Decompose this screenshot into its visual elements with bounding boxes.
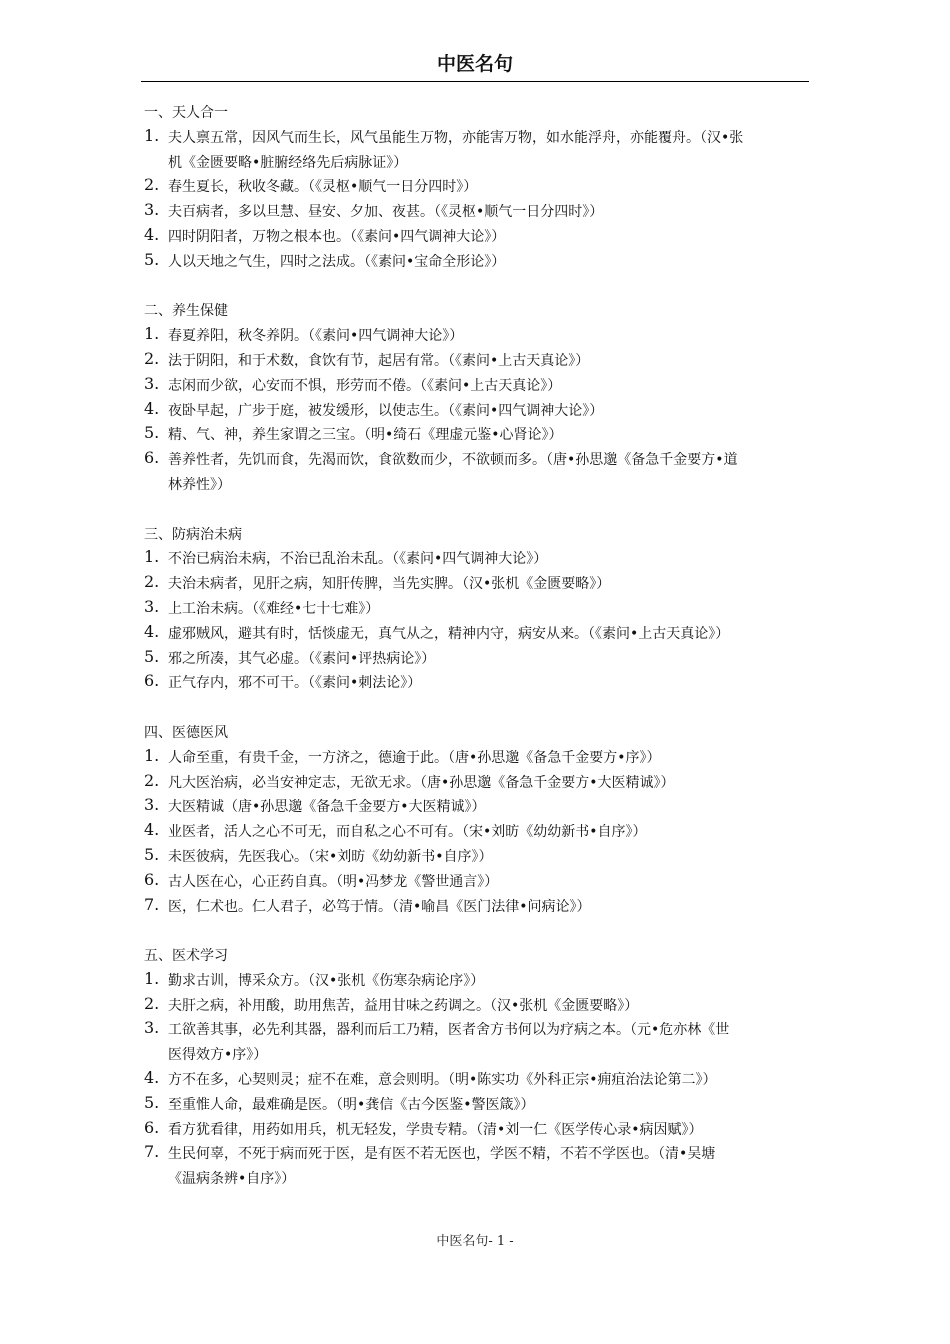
quote-text-line: 春生夏长，秋收冬藏。（《灵枢•顺气一日分四时》）	[168, 179, 478, 196]
quote-text-line: 勤求古训，博采众方。（汉•张机《伤寒杂病论序》）	[168, 972, 485, 989]
quote-text-line: 虚邪贼风，避其有时，恬惔虚无，真气从之，精神内守，病安从来。（《素问•上古天真论》）	[168, 625, 730, 642]
item-number: 3.	[144, 200, 160, 220]
item-number: 3.	[144, 596, 160, 616]
quote-item	[144, 647, 812, 672]
quote-text-line: 工欲善其事，必先利其器，器利而后工乃精，医者舍方书何以为疗病之本。（元•危亦林《世	[168, 1022, 730, 1039]
quote-item	[144, 795, 812, 820]
item-number: 1.	[144, 125, 160, 145]
item-number: 1.	[144, 547, 160, 567]
item-number: 4.	[144, 621, 160, 641]
quote-item	[144, 1093, 812, 1118]
quote-item	[144, 1118, 812, 1143]
quote-text-line: 林养性》）	[168, 476, 231, 493]
section	[144, 101, 812, 275]
quote-item	[144, 1018, 812, 1068]
item-number: 5.	[144, 249, 160, 269]
quote-text-line: 邪之所凑，其气必虚。（《素问•评热病论》）	[168, 650, 436, 667]
item-number: 3.	[144, 795, 160, 815]
quote-item	[144, 126, 812, 176]
quote-text-line: 《温病条辨•自序》）	[168, 1171, 296, 1188]
item-number: 3.	[144, 1018, 160, 1038]
quote-text-line: 业医者，活人之心不可无，而自私之心不可有。（宋•刘昉《幼幼新书•自序》）	[168, 824, 647, 841]
item-number: 2.	[144, 175, 160, 195]
quote-item	[144, 820, 812, 845]
quote-text-line: 夫治未病者，见肝之病，知肝传脾，当先实脾。（汉•张机《金匮要略》）	[168, 576, 611, 593]
item-number: 5.	[144, 844, 160, 864]
document-body	[144, 101, 812, 1217]
quote-text-line: 春夏养阳，秋冬养阴。（《素问•四气调神大论》）	[168, 328, 464, 345]
item-number: 5.	[144, 646, 160, 666]
item-number: 2.	[144, 348, 160, 368]
page-header	[141, 50, 809, 82]
quote-text-line: 善养性者，先饥而食，先渴而饮，食欲数而少，不欲顿而多。（唐•孙思邈《备急千金要方•道	[168, 452, 738, 469]
item-number: 4.	[144, 224, 160, 244]
section-heading: 三、防病治未病	[144, 526, 242, 543]
quote-item	[144, 969, 812, 994]
quote-text-line: 方不在多，心契则灵；症不在难，意会则明。（明•陈实功《外科正宗•痈疽治法论第二》）	[168, 1072, 717, 1089]
item-number: 4.	[144, 398, 160, 418]
quote-item	[144, 895, 812, 920]
item-number: 7.	[144, 894, 160, 914]
quote-item	[144, 845, 812, 870]
item-number: 6.	[144, 1117, 160, 1137]
section	[144, 523, 812, 697]
quote-text-line: 医，仁术也。仁人君子，必笃于情。（清•喻昌《医门法律•问病论》）	[168, 898, 591, 915]
quote-text-line: 夫百病者，多以旦慧、昼安、夕加、夜甚。（《灵枢•顺气一日分四时》）	[168, 204, 604, 221]
quote-text-line: 医得效方•序》）	[168, 1047, 268, 1064]
quote-text-line: 凡大医治病，必当安神定志，无欲无求。（唐•孙思邈《备急千金要方•大医精诚》）	[168, 774, 675, 791]
quote-text-line: 志闲而少欲，心安而不惧，形劳而不倦。（《素问•上古天真论》）	[168, 377, 562, 394]
quote-text-line: 看方犹看律，用药如用兵，机无轻发，学贵专精。（清•刘一仁《医学传心录•病因赋》）	[168, 1121, 703, 1138]
quote-item	[144, 622, 812, 647]
quote-text-line: 至重惟人命，最难确是医。（明•龚信《古今医鉴•警医箴》）	[168, 1096, 535, 1113]
item-number: 1.	[144, 324, 160, 344]
item-number: 6.	[144, 869, 160, 889]
quote-item	[144, 250, 812, 275]
section	[144, 721, 812, 919]
quote-text-line: 法于阴阳，和于术数，食饮有节，起居有常。（《素问•上古天真论》）	[168, 352, 590, 369]
quote-item	[144, 671, 812, 696]
quote-item	[144, 1142, 812, 1192]
quote-item	[144, 547, 812, 572]
quote-item	[144, 448, 812, 498]
quote-item	[144, 225, 812, 250]
quote-item	[144, 1068, 812, 1093]
item-number: 7.	[144, 1142, 160, 1162]
section	[144, 299, 812, 497]
quote-text-line: 未医彼病，先医我心。（宋•刘昉《幼幼新书•自序》）	[168, 848, 493, 865]
quote-item	[144, 870, 812, 895]
quote-text-line: 机《金匮要略•脏腑经络先后病脉证》）	[168, 154, 408, 171]
quote-text-line: 夜卧早起，广步于庭，被发缓形，以使志生。（《素问•四气调神大论》）	[168, 402, 604, 419]
document-title: 中医名句	[436, 53, 513, 75]
page-footer: 中医名句- 1 -	[436, 1234, 514, 1249]
quote-text-line: 正气存内，邪不可干。（《素问•刺法论》）	[168, 675, 422, 692]
quote-item	[144, 349, 812, 374]
quote-text-line: 不治已病治未病，不治已乱治未乱。（《素问•四气调神大论》）	[168, 551, 548, 568]
item-number: 2.	[144, 993, 160, 1013]
item-number: 2.	[144, 770, 160, 790]
quote-item	[144, 399, 812, 424]
item-number: 5.	[144, 1092, 160, 1112]
quote-text-line: 人以天地之气生，四时之法成。（《素问•宝命全形论》）	[168, 253, 506, 270]
quote-item	[144, 423, 812, 448]
item-number: 2.	[144, 572, 160, 592]
quote-item	[144, 374, 812, 399]
quote-item	[144, 771, 812, 796]
item-number: 6.	[144, 448, 160, 468]
item-number: 1.	[144, 745, 160, 765]
section-heading: 五、医术学习	[144, 948, 228, 965]
quote-text-line: 生民何辜，不死于病而死于医，是有医不若无医也，学医不精，不若不学医也。（清•吴塘	[168, 1146, 716, 1163]
item-number: 3.	[144, 373, 160, 393]
quote-text-line: 夫人禀五常，因风气而生长，风气虽能生万物，亦能害万物，如水能浮舟，亦能覆舟。（汉•张	[168, 129, 744, 146]
section-heading: 一、天人合一	[144, 105, 228, 121]
quote-item	[144, 175, 812, 200]
item-number: 4.	[144, 820, 160, 840]
quote-item	[144, 597, 812, 622]
quote-item	[144, 746, 812, 771]
quote-item	[144, 324, 812, 349]
quote-text-line: 夫肝之病，补用酸，助用焦苦，益用甘味之药调之。（汉•张机《金匮要略》）	[168, 997, 639, 1014]
quote-text-line: 大医精诚（唐•孙思邈《备急千金要方•大医精诚》）	[168, 799, 486, 816]
item-number: 5.	[144, 423, 160, 443]
section-heading: 二、养生保健	[144, 303, 228, 320]
quote-item	[144, 994, 812, 1019]
quote-item	[144, 200, 812, 225]
quote-text-line: 上工治未病。（《难经•七十七难》）	[168, 600, 380, 617]
section-heading: 四、医德医风	[144, 724, 228, 741]
section	[144, 944, 812, 1192]
quote-text-line: 古人医在心，心正药自真。（明•冯梦龙《警世通言》）	[168, 873, 499, 890]
item-number: 1.	[144, 968, 160, 988]
quote-text-line: 人命至重，有贵千金，一方济之，德逾于此。（唐•孙思邈《备急千金要方•序》）	[168, 749, 661, 766]
quote-item	[144, 572, 812, 597]
item-number: 4.	[144, 1068, 160, 1088]
item-number: 6.	[144, 671, 160, 691]
quote-text-line: 精、气、神，养生家谓之三宝。（明•绮石《理虚元鉴•心肾论》）	[168, 427, 563, 444]
quote-text-line: 四时阴阳者，万物之根本也。（《素问•四气调神大论》）	[168, 228, 506, 245]
